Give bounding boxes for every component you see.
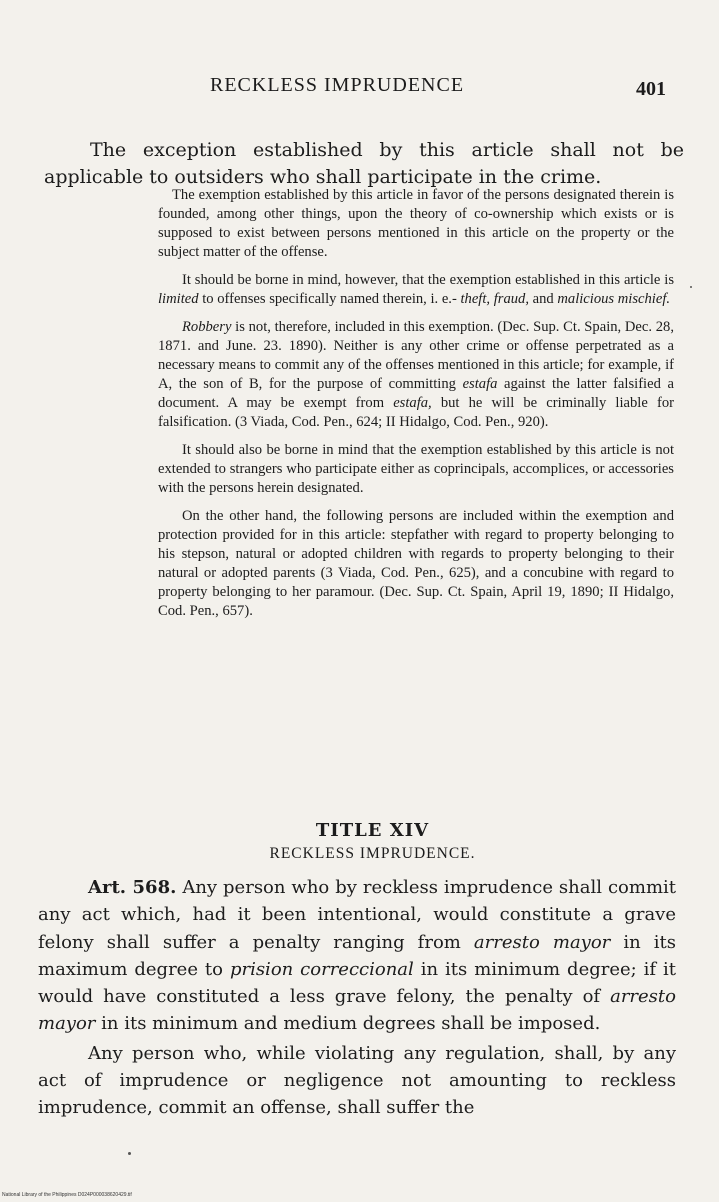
page-number: 401 bbox=[636, 78, 666, 100]
article-paragraph: Any person who, while violating any regulation, shall, by any act of imprudence or negligence not amounting to reckless imprudence, commit an offense, shall suffer the bbox=[38, 1042, 676, 1119]
lead-paragraph: The exception established by this article shall not be applicable to outsiders who shall participate in the crime. bbox=[44, 139, 684, 188]
title-heading bbox=[0, 820, 719, 863]
running-title: RECKLESS IMPRUDENCE bbox=[210, 74, 465, 96]
article-paragraph: Art. 568. Any person who by reckless imprudence shall commit any act which, had it been intentional, would constitute a grave felony shall suffer a penalty ranging from arresto mayor in its maximum degree to prision correccional in its minimum degree; if it would have constituted a less grave felony, the penalty of arresto mayor in its minimum and medium degrees shall be imposed. bbox=[38, 877, 676, 1035]
commentary-paragraph: On the other hand, the following persons are included within the exemption and protection provided for in this article: stepfather with regard to property belonging to his stepson, natural or adopted children with regards to property belonging to their natural or adopted parents (3 Viada, Cod. Pen., 625), and a concubine with regard to property belonging to her paramour. (Dec. Sup. Ct. Spain, April 19, 1890; II Hidalgo, Cod. Pen., 657). bbox=[158, 508, 674, 619]
title-number: TITLE XIV bbox=[315, 820, 430, 841]
commentary-paragraph: It should also be borne in mind that the exemption established by this article is not extended to strangers who participate either as coprincipals, accomplices, or accessories with the persons herein designated. bbox=[158, 442, 674, 496]
commentary-paragraph: The exemption established by this article in favor of the persons designated therein is founded, among other things, upon the theory of co-ownership which exists or is supposed to exist between persons mentioned in this article on the property or the subject matter of the offense. bbox=[158, 187, 674, 260]
commentary-block bbox=[158, 186, 674, 630]
title-name: RECKLESS IMPRUDENCE. bbox=[269, 845, 476, 862]
ink-speck bbox=[690, 286, 692, 288]
commentary-paragraph: It should be borne in mind, however, that the exemption established in this article is limited to offenses specifically named therein, i. e.- theft, fraud, and malicious mischief. bbox=[158, 272, 674, 307]
commentary-paragraph: Robbery is not, therefore, included in this exemption. (Dec. Sup. Ct. Spain, Dec. 28, 1871. and June. 23. 1890). Neither is any other crime or offense perpetrated as a necessary means to commit any of the offenses mentioned in this article; for example, if A, the son of B, for the purpose of committing estafa against the latter falsified a document. A may be exempt from estafa, but he will be criminally liable for falsification. (3 Viada, Cod. Pen., 624; II Hidalgo, Cod. Pen., 920). bbox=[158, 319, 674, 430]
article-label: Art. 568. bbox=[88, 877, 177, 898]
ink-speck bbox=[128, 1152, 131, 1155]
scan-footer: National Library of the Philippines D024P000038620429.tif bbox=[2, 1192, 132, 1198]
article-568 bbox=[38, 874, 676, 1122]
running-header bbox=[0, 70, 719, 104]
